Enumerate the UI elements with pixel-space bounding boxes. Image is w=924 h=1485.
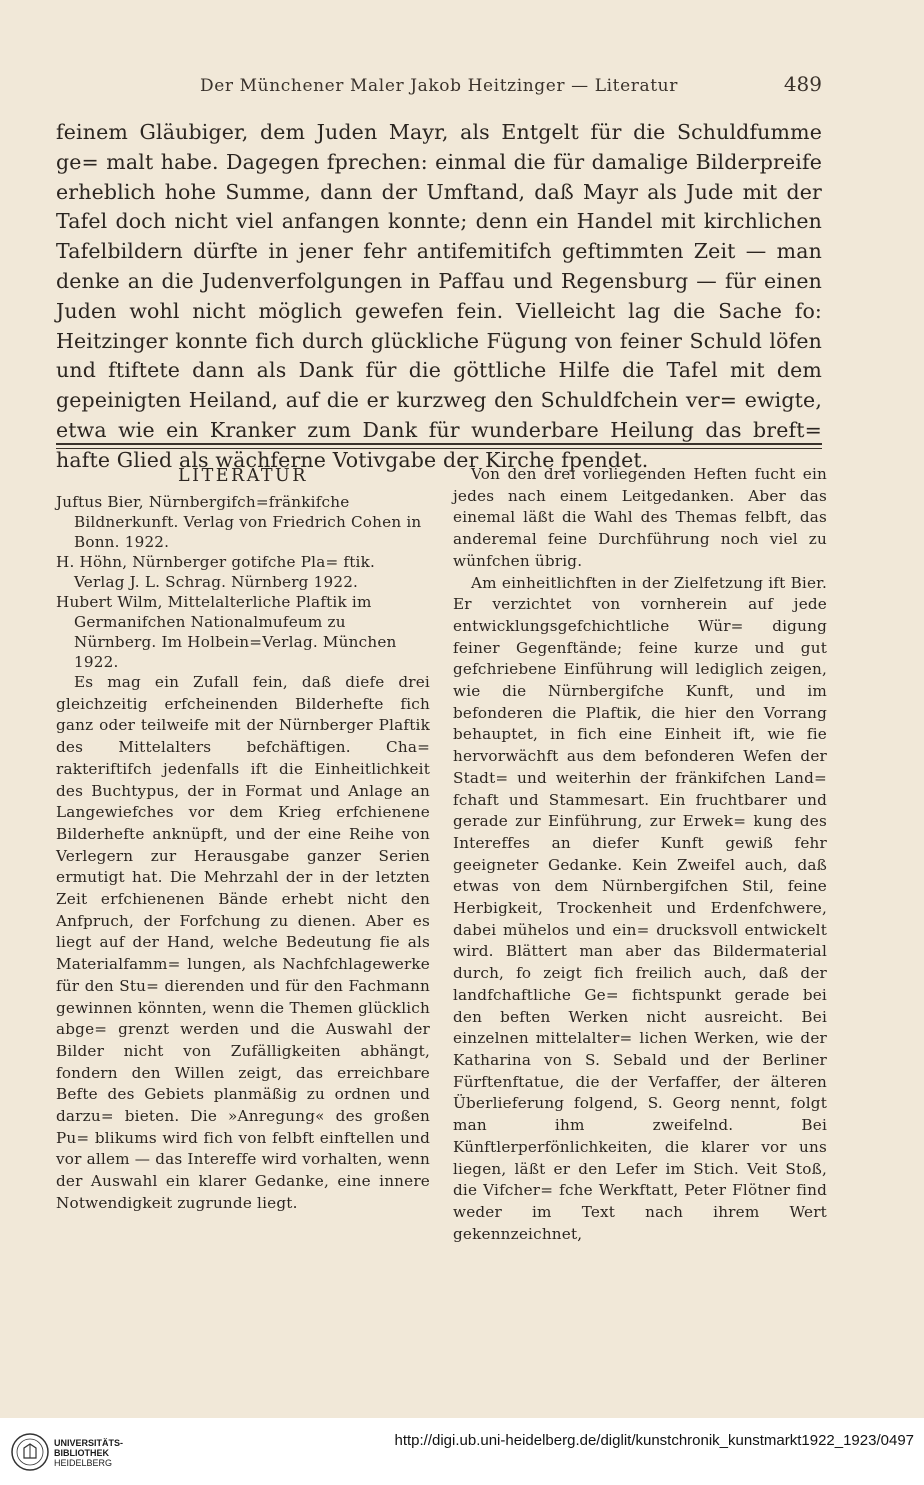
- review-paragraph-left: Es mag ein Zufall fein, daß diefe drei gleichzeitig erfcheinenden Bilderhefte fich ganz oder teilweife mit der Nürnberger Plaftik des Mittelalters befchäftigen. Cha= rakteriftifch jedenfalls ift die Einheitlichkeit des Buchtypus, der in Format und Anlage an Langewiefches vor dem Krieg erfchienene Bilderhefte anknüpft, und der eine Reihe von Verlegern zur Herausgabe ganzer Serien ermutigt hat. Die Mehrzahl der in der letzten Zeit erfchienenen Bände erhebt nicht den Anfpruch, der Forfchung zu dienen. Aber es liegt auf der Hand, welche Bedeutung fie als Materialfamm= lungen, als Nachfchlagewerke für den Stu= dierenden und für den Fachmann gewinnen könnten, wenn die Themen glücklich abge= grenzt werden und die Auswahl der Bilder nicht von Zufälligkeiten abhängt, fondern den Willen zeigt, das erreichbare Befte des Gebiets planmäßig zu ordnen und darzu= bieten. Die »Anregung« des großen Pu= blikums wird fich von felbft einftellen und vor allem — das Intereffe wird vorhalten, wenn der Auswahl ein klarer Gedanke, eine innere Notwendigkeit zugrunde liegt.: [56, 673, 431, 1212]
- main-text-block: [56, 118, 822, 476]
- page-number: 489: [783, 72, 822, 96]
- university-seal-icon: [10, 1432, 50, 1472]
- running-head: [56, 72, 822, 104]
- logo-line: BIBLIOTHEK: [54, 1448, 109, 1458]
- literatur-heading: LITERATUR: [178, 466, 308, 486]
- footer-bar: [0, 1418, 924, 1485]
- left-column: [56, 464, 430, 1215]
- source-url-link[interactable]: http://digi.ub.uni-heidelberg.de/diglit/kunstchronik_kunstmarkt1922_1923/0497: [394, 1432, 914, 1449]
- running-title: Der Münchener Maler Jakob Heitzinger — Literatur: [200, 76, 678, 96]
- bibliography-entry: H. Höhn, Nürnberger gotifche Pla= ftik. Verlag J. L. Schrag. Nürnberg 1922.: [56, 553, 376, 591]
- section-divider-thin: [56, 448, 822, 449]
- section-divider: [56, 443, 822, 445]
- logo-line: UNIVERSITÄTS-: [54, 1438, 124, 1448]
- review-paragraph-right-2: Am einheitlichften in der Zielfetzung ift Bier. Er verzichtet von vornherein auf jede entwicklungsgefchichtliche Wür= digung feiner Gegenftände; feine kurze und gut gefchriebene Einführung will lediglich zeigen, wie die Nürnbergifche Kunft, und im befonderen die Plaftik, die hier den Vorrang behauptet, in fich eine Einheit ift, wie fie hervorwächft aus dem befonderen Wefen der Stadt= und weiterhin der fränkifchen Land= fchaft und Stammesart. Ein fruchtbarer und gerade zur Einführung, zur Erwek= kung des Intereffes an diefer Kunft gewiß fehr geeigneter Gedanke. Kein Zweifel auch, daß etwas von dem Nürnbergifchen Stil, feine Herbigkeit, Trockenheit und Erdenfchwere, dabei mühelos und ein= drucksvoll entwickelt wird. Blättert man aber das Bildermaterial durch, fo zeigt fich freilich auch, daß der landfchaftliche Ge= fichtspunkt gerade bei den beften Werken nicht ausreicht. Bei einzelnen mittelalter= lichen Werken, wie der Katharina von S. Sebald und der Berliner Fürftenftatue, die der Verfaffer, der älteren Überlieferung folgend, S. Georg nennt, folgt man ihm zweifelnd. Bei Künftlerperfönlichkeiten, die klarer vor uns liegen, läßt er den Lefer im Stich. Veit Stoß, die Vifcher= fche Werkftatt, Peter Flötner find weder im Text nach ihrem Wert gekennzeichnet,: [453, 573, 827, 1243]
- bibliography-entry: Hubert Wilm, Mittelalterliche Plaftik im Germanifchen Nationalmufeum zu Nürnberg. Im Holbein=Verlag. München 1922.: [56, 593, 397, 671]
- review-paragraph-right-1: Von den drei vorliegenden Heften fucht ein jedes nach einem Leitgedanken. Aber das einemal läßt die Wahl des Themas felbft, das anderemal feine Durchführung noch viel zu wünfchen übrig.: [453, 465, 827, 570]
- right-column: [453, 464, 827, 1245]
- logo-line: HEIDELBERG: [54, 1458, 113, 1468]
- library-logo-text: [54, 1438, 123, 1468]
- main-paragraph: feinem Gläubiger, dem Juden Mayr, als Entgelt für die Schuldfumme ge= malt habe. Dagegen fprechen: einmal die für damalige Bilderpreife erheblich hohe Summe, dann der Umftand, daß Mayr als Jude mit der Tafel doch nicht viel anfangen konnte; denn ein Handel mit kirchlichen Tafelbildern dürfte in jener fehr antifemitifch geftimmten Zeit — man denke an die Judenverfolgungen in Paffau und Regensburg — für einen Juden wohl nicht möglich gewefen fein. Vielleicht lag die Sache fo: Heitzinger konnte fich durch glückliche Fügung von feiner Schuld löfen und ftiftete dann als Dank für die göttliche Hilfe die Tafel mit dem gepeinigten Heiland, auf die er kurzweg den Schuldfchein ver= ewigte, etwa wie ein Kranker zum Dank für wunderbare Heilung das breft= hafte Glied als wächferne Votivgabe der Kirche fpendet.: [56, 120, 822, 472]
- bibliography-entry: Juftus Bier, Nürnbergifch=fränkifche Bildnerkunft. Verlag von Friedrich Cohen in Bonn. 1922.: [56, 493, 422, 551]
